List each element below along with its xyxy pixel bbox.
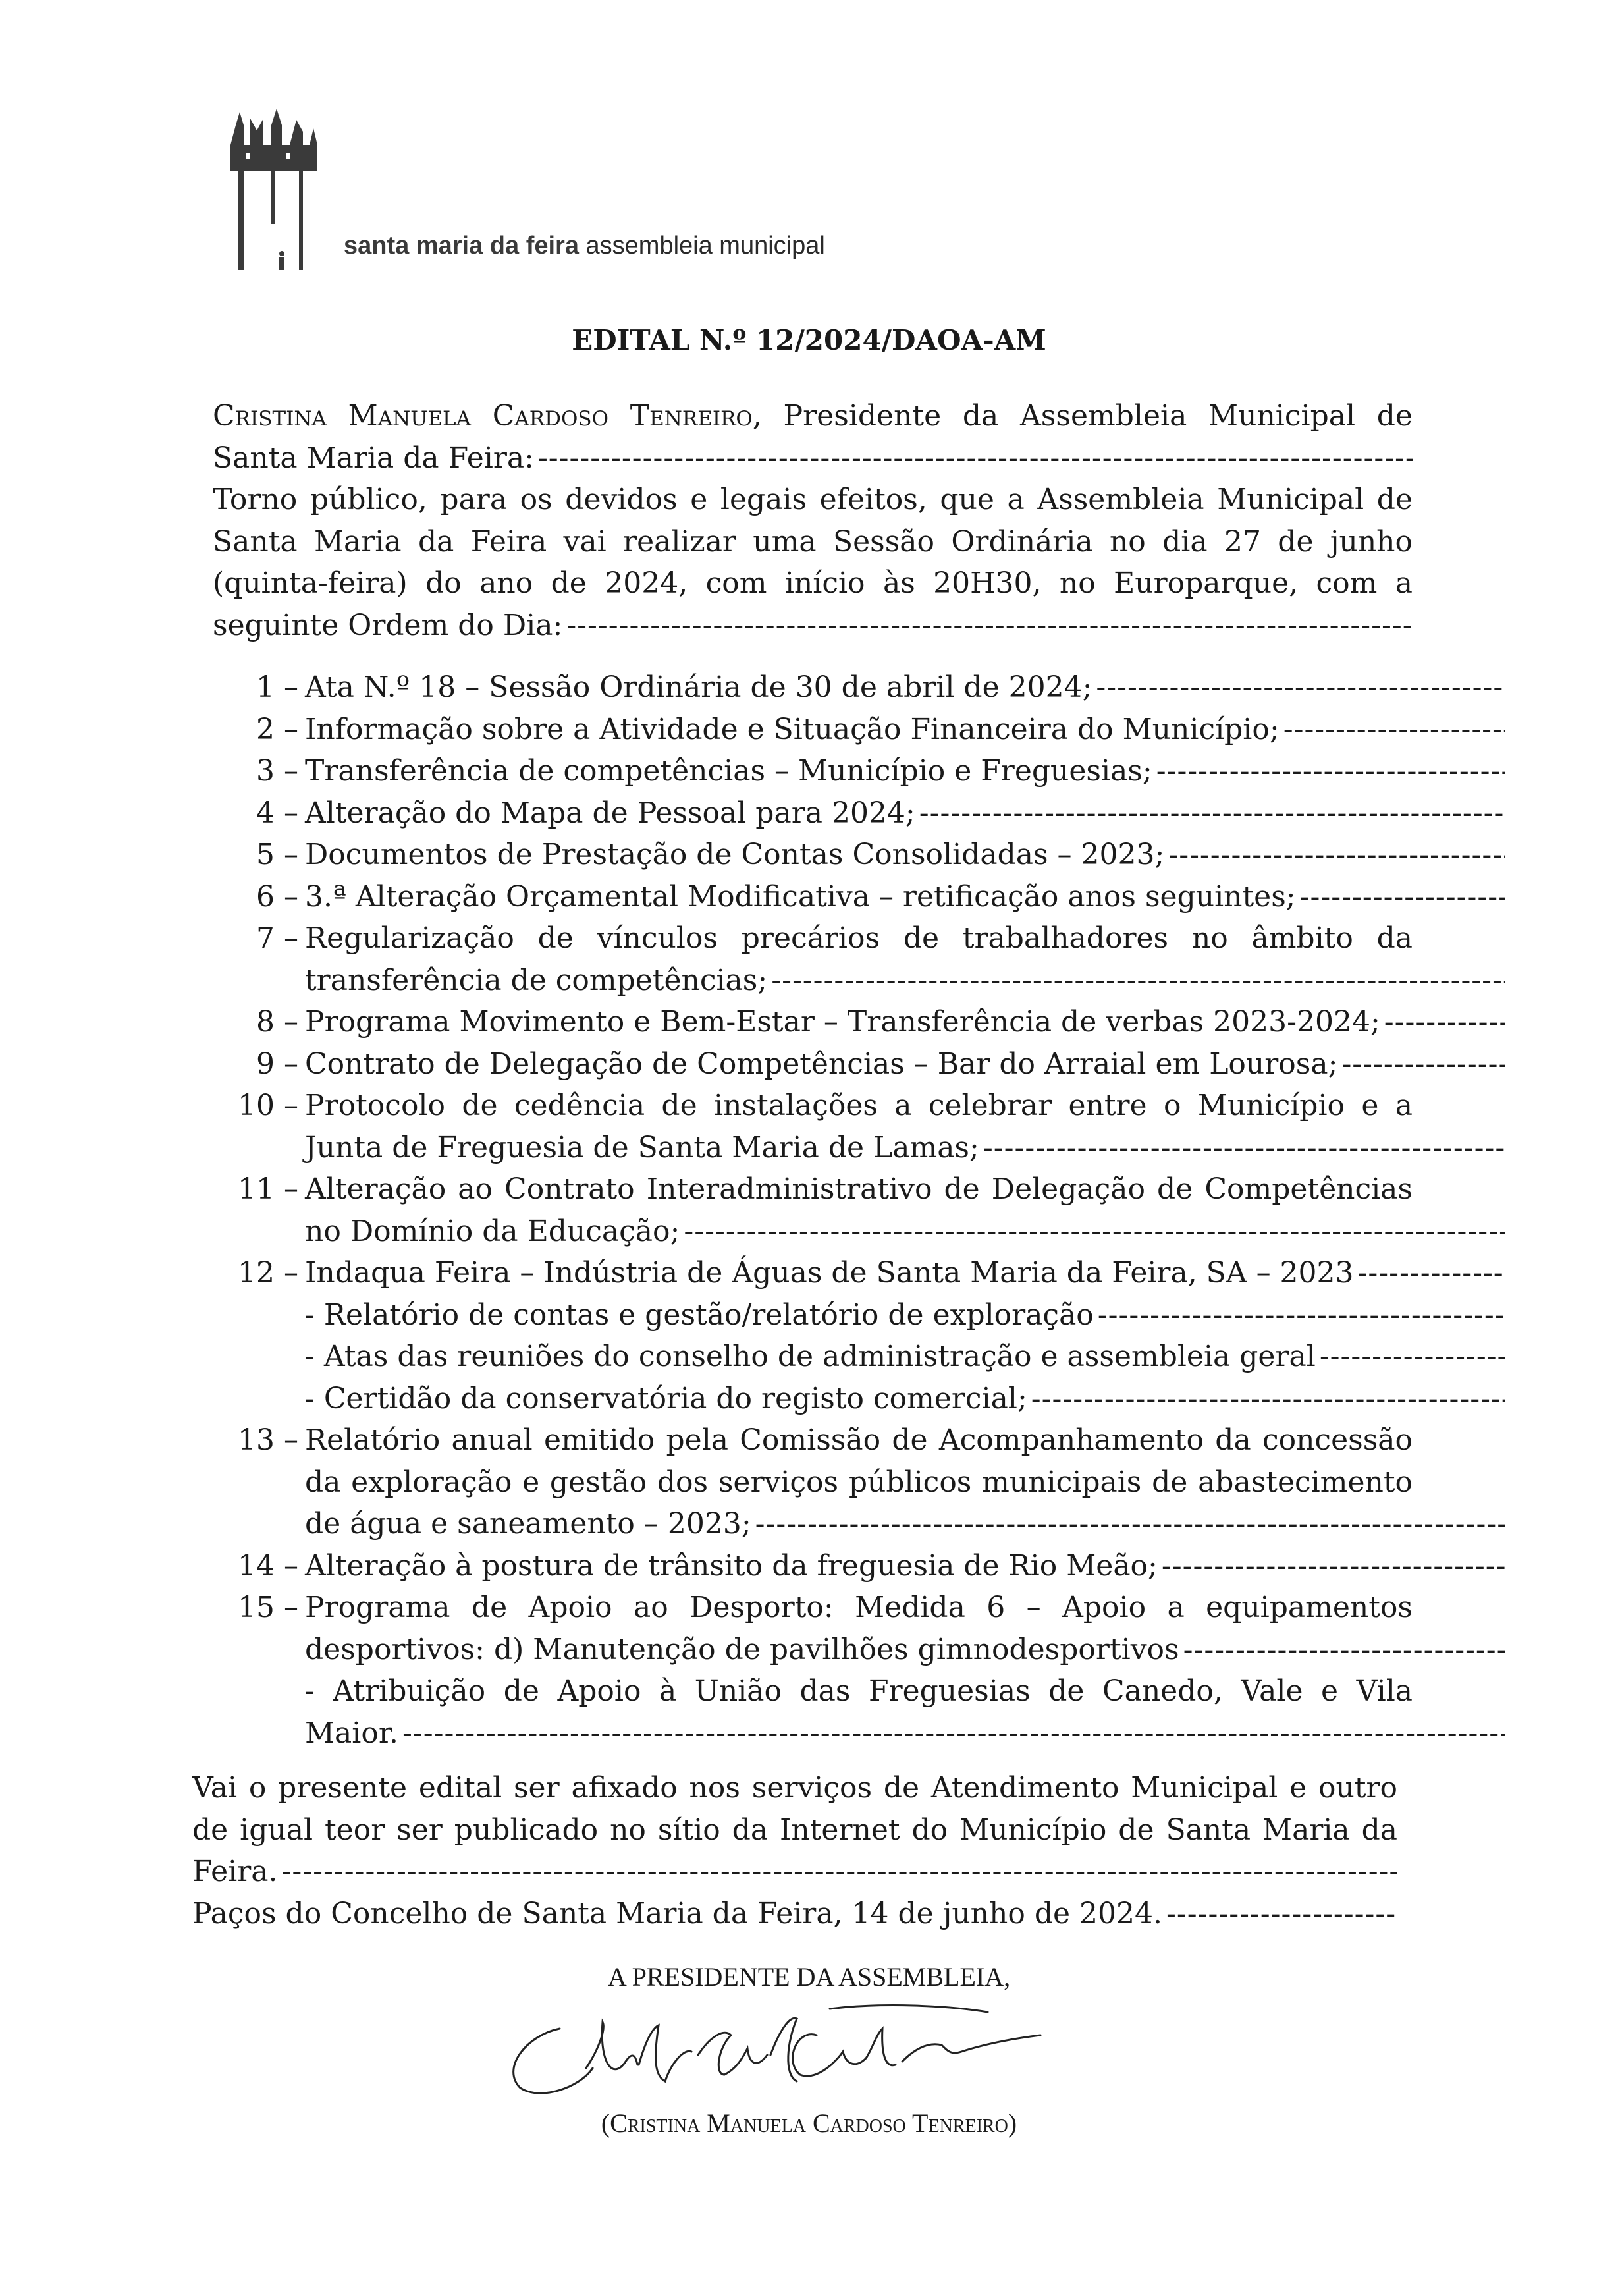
agenda-item-number: 2 – [256,712,298,746]
agenda-item-text: Protocolo de cedência de instalações a celebrar entre o Município e a [305,1089,1413,1122]
agenda-item-12-line-3 [213,1336,1413,1378]
agenda-item-13-line-2 [213,1462,1413,1504]
agenda-item-text: Ata N.º 18 – Sessão Ordinária de 30 de abril de 2024; [305,670,1092,704]
closing-line-3-text: Feira. [192,1855,278,1888]
signature-title: A PRESIDENTE DA ASSEMBLEIA, [607,1962,1011,1992]
agenda-item-text: da exploração e gestão dos serviços públicos municipais de abastecimento [305,1465,1413,1499]
edital-title: EDITAL N.º 12/2024/DAOA-AM [572,324,1046,356]
agenda-item-text: Regularização de vínculos precários de trabalhadores no âmbito da [305,921,1413,955]
agenda-item-number: 8 – [256,1005,298,1039]
agenda-item-text: - Atas das reuniões do conselho de administração e assembleia geral [305,1340,1316,1373]
agenda-item-11-line-2 [213,1211,1413,1253]
agenda-item-number [213,960,305,1002]
closing-line-4-text: Paços do Concelho de Santa Maria da Feira, 14 de junho de 2024. [192,1896,1162,1930]
agenda-item-number: 14 – [238,1548,298,1583]
intro-line-6-text: seguinte Ordem do Dia: [213,608,563,642]
agenda-item-number [213,1336,305,1378]
agenda-item-number: 9 – [256,1047,298,1081]
agenda-item-text: - Atribuição de Apoio à União das Freguesias de Canedo, Vale e Vila [305,1674,1413,1708]
intro-line-1-text: , Presidente da Assembleia Municipal de [752,399,1413,433]
agenda-item-number: 6 – [256,879,298,914]
agenda-item-text: Alteração ao Contrato Interadministrativo de Delegação de Competências [305,1172,1413,1206]
agenda-item-7 [213,917,1413,960]
agenda-item-text: desportivos: d) Manutenção de pavilhões gimnodesportivos [305,1632,1179,1666]
agenda-item-11 [213,1168,1413,1211]
agenda-item-number [213,1211,305,1253]
agenda-item-8 [213,1001,1413,1043]
intro-paragraph [213,395,1413,646]
agenda-item-number: 7 – [256,921,298,955]
intro-line-6 [213,605,1413,647]
agenda-item-text: Programa Movimento e Bem-Estar – Transferência de verbas 2023-2024; [305,1005,1380,1039]
agenda-item-number [213,1629,305,1671]
agenda-item-text: Maior. [305,1716,399,1750]
agenda-item-10 [213,1085,1413,1127]
agenda-item-15 [213,1587,1413,1629]
closing-line-4 [192,1893,1397,1935]
agenda-item-number: 4 – [256,796,298,830]
agenda-item-14 [213,1545,1413,1587]
agenda-item-10-line-2 [213,1127,1413,1169]
agenda-item-number: 5 – [256,838,298,871]
agenda-item-2 [213,709,1413,751]
agenda-item-number: 1 – [256,670,298,704]
agenda-item-number: 13 – [238,1423,298,1457]
agenda-item-text: Documentos de Prestação de Contas Consolidadas – 2023; [305,838,1165,871]
closing-line-2: de igual teor ser publicado no sítio da Internet do Município de Santa Maria da [192,1813,1397,1847]
closing-line-3 [192,1851,1397,1893]
agenda-item-number [213,1712,305,1755]
agenda-item-number: 12 – [238,1256,298,1290]
handwritten-signature [487,1989,1067,2121]
agenda-item-number: 15 – [238,1591,298,1624]
agenda-item-number [213,1378,305,1420]
agenda-item-number: 10 – [238,1089,298,1122]
agenda-item-number [213,1462,305,1504]
agenda-item-15-line-4 [213,1712,1413,1755]
agenda-list [213,667,1413,1754]
president-name: Cristina Manuela Cardoso Tenreiro [213,399,753,433]
agenda-item-text: no Domínio da Educação; [305,1214,680,1248]
agenda-item-12 [213,1252,1413,1294]
agenda-item-text: de água e saneamento – 2023; [305,1507,751,1541]
agenda-item-text: Transferência de competências – Município e Freguesias; [305,754,1152,788]
closing-line-1: Vai o presente edital ser afixado nos serviços de Atendimento Municipal e outro [192,1771,1397,1805]
agenda-item-7-line-2 [213,960,1413,1002]
agenda-item-6 [213,876,1413,918]
municipality-logo [224,105,329,270]
agenda-item-text: Relatório anual emitido pela Comissão de Acompanhamento da concessão [305,1423,1413,1457]
agenda-item-3 [213,750,1413,792]
agenda-item-text: Alteração à postura de trânsito da freguesia de Rio Meão; [305,1548,1158,1583]
agenda-item-number: 11 – [238,1172,298,1206]
agenda-item-text: Informação sobre a Atividade e Situação Financeira do Município; [305,712,1280,746]
intro-line-4: Santa Maria da Feira vai realizar uma Sessão Ordinária no dia 27 de junho [213,524,1413,559]
agenda-item-text: - Relatório de contas e gestão/relatório de exploração [305,1298,1094,1332]
agenda-item-number: 3 – [256,754,298,788]
intro-line-2 [213,437,1413,479]
brand-name: santa maria da feira [344,232,579,260]
agenda-item-number [213,1670,305,1712]
agenda-item-15-line-3 [213,1670,1413,1712]
agenda-item-number [213,1127,305,1169]
agenda-item-text: 3.ª Alteração Orçamental Modificativa – retificação anos seguintes; [305,879,1296,914]
agenda-item-text: Programa de Apoio ao Desporto: Medida 6 – Apoio a equipamentos [305,1591,1413,1624]
agenda-item-12-line-4 [213,1378,1413,1420]
agenda-item-text: transferência de competências; [305,963,768,997]
agenda-item-15-line-2 [213,1629,1413,1671]
agenda-item-text: Indaqua Feira – Indústria de Águas de Santa Maria da Feira, SA – 2023 [305,1256,1354,1290]
agenda-item-number [213,1503,305,1545]
agenda-item-1 [213,667,1413,709]
agenda-item-9 [213,1043,1413,1085]
closing-paragraph [192,1767,1397,1934]
agenda-item-text: Junta de Freguesia de Santa Maria de Lamas; [305,1130,979,1164]
agenda-item-text: Alteração do Mapa de Pessoal para 2024; [305,796,915,830]
brand-subtitle: assembleia municipal [585,232,825,260]
intro-line-2-text: Santa Maria da Feira: [213,441,534,475]
agenda-item-12-line-2 [213,1294,1413,1336]
agenda-item-13 [213,1419,1413,1462]
intro-line-5: (quinta-feira) do ano de 2024, com início às 20H30, no Europarque, com a [213,566,1413,600]
signatory-name: (Cristina Manuela Cardoso Tenreiro) [601,2108,1017,2138]
intro-line-1 [213,395,1413,437]
agenda-item-13-line-3 [213,1503,1413,1545]
agenda-item-5 [213,834,1413,876]
intro-line-3: Torno público, para os devidos e legais efeitos, que a Assembleia Municipal de [213,483,1413,516]
agenda-item-4 [213,792,1413,834]
header-brand [344,232,825,260]
agenda-item-text: Contrato de Delegação de Competências – Bar do Arraial em Lourosa; [305,1047,1338,1081]
agenda-item-number [213,1294,305,1336]
agenda-item-text: - Certidão da conservatória do registo comercial; [305,1381,1027,1415]
